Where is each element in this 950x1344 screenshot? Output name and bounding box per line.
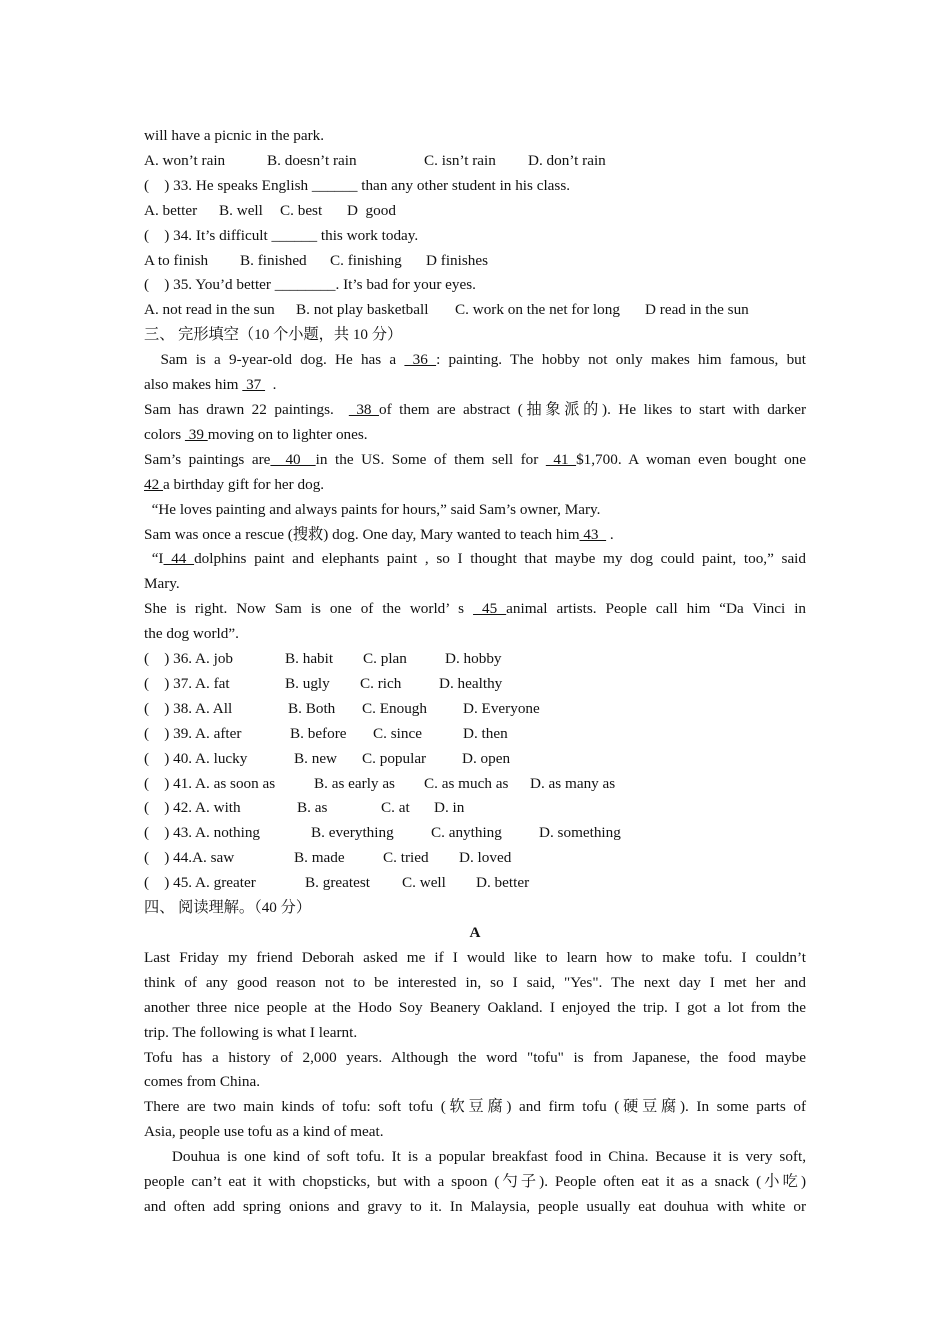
question-option-d: D. Everyone bbox=[463, 699, 540, 717]
cloze-question-38 bbox=[144, 697, 806, 722]
blank-36: 36 bbox=[404, 351, 437, 369]
blank-37: 37 bbox=[242, 376, 266, 394]
passage-line: and often add spring onions and gravy to it. In Malaysia, people usually eat douhua with white or bbox=[144, 1197, 806, 1215]
passage-label: A bbox=[469, 924, 481, 941]
option-d: D finishes bbox=[426, 251, 489, 269]
question-option-a: ( ) 41. A. as soon as bbox=[144, 774, 276, 792]
option-b: B. doesn’t rain bbox=[267, 151, 357, 169]
question-option-b: B. ugly bbox=[285, 674, 330, 692]
blank-41: 41 bbox=[545, 450, 577, 468]
question-option-b: B. new bbox=[294, 749, 338, 767]
passage-line: Tofu has a history of 2,000 years. Although the word "tofu" is from Japanese, the food maybe bbox=[144, 1048, 806, 1066]
cloze-question-43 bbox=[144, 821, 806, 846]
option-c: C. best bbox=[280, 201, 323, 219]
question-option-c: C. popular bbox=[362, 749, 427, 767]
cloze-question-list bbox=[144, 647, 806, 896]
question-option-a: ( ) 39. A. after bbox=[144, 724, 242, 742]
cloze-line: Sam has drawn 22 paintings. 38 of them are abstract (抽象派的). He likes to start with darker bbox=[144, 400, 807, 418]
question-35: ( ) 35. You’d better ________. It’s bad for your eyes. bbox=[144, 276, 476, 294]
cloze-question-45 bbox=[144, 871, 806, 896]
q32-options bbox=[144, 149, 806, 174]
blank-44: 44 bbox=[163, 550, 195, 568]
question-option-c: C. rich bbox=[360, 674, 402, 692]
question-option-d: D. better bbox=[476, 874, 530, 892]
question-option-c: C. anything bbox=[431, 824, 502, 842]
question-option-d: D. as many as bbox=[530, 774, 616, 792]
section-heading-reading: 四、 阅读理解。（40 分） bbox=[144, 899, 312, 917]
blank-40: 40 bbox=[270, 450, 316, 468]
question-option-b: B. greatest bbox=[305, 874, 370, 892]
question-option-b: B. made bbox=[294, 849, 345, 867]
question-33: ( ) 33. He speaks English ______ than any other student in his class. bbox=[144, 176, 571, 194]
question-option-a: ( ) 37. A. fat bbox=[144, 674, 230, 692]
passage-line: people can’t eat it with chopsticks, but with a spoon (勺子). People often eat it as a snack (小吃) bbox=[144, 1173, 806, 1191]
blank-43: 43 bbox=[579, 525, 607, 543]
question-option-d: D. open bbox=[462, 749, 511, 767]
question-option-d: D. hobby bbox=[445, 650, 502, 668]
cloze-question-40 bbox=[144, 747, 806, 772]
blank-42: 42 bbox=[144, 475, 163, 493]
question-option-d: D. something bbox=[539, 824, 621, 842]
document-page bbox=[144, 124, 806, 1220]
cloze-line: Sam’s paintings are 40 in the US. Some of them sell for 41 $1,700. A woman even bought one bbox=[144, 450, 807, 468]
question-option-c: C. plan bbox=[363, 650, 407, 668]
cloze-question-44 bbox=[144, 846, 806, 871]
cloze-line: colors 39 moving on to lighter ones. bbox=[144, 425, 368, 443]
option-c: C. isn’t rain bbox=[424, 151, 496, 169]
question-34: ( ) 34. It’s difficult ______ this work today. bbox=[144, 226, 419, 244]
cloze-line: Mary. bbox=[144, 575, 180, 593]
q34-options bbox=[144, 249, 806, 274]
option-b: B. not play basketball bbox=[296, 301, 429, 319]
question-option-a: ( ) 43. A. nothing bbox=[144, 824, 261, 842]
cloze-line: She is right. Now Sam is one of the world’ s 45 animal artists. People call him “Da Vinci in bbox=[144, 600, 807, 618]
question-option-a: ( ) 40. A. lucky bbox=[144, 749, 248, 767]
cloze-line: the dog world”. bbox=[144, 625, 239, 643]
question-option-b: B. before bbox=[290, 724, 347, 742]
question-option-a: ( ) 36. A. job bbox=[144, 650, 234, 668]
question-option-b: B. Both bbox=[288, 699, 336, 717]
question-option-c: C. as much as bbox=[424, 774, 509, 792]
cloze-line: “I 44 dolphins paint and elephants paint , so I thought that maybe my dog could paint, too,” said bbox=[144, 550, 806, 568]
q35-options bbox=[144, 298, 806, 323]
question-option-b: B. habit bbox=[285, 650, 334, 668]
cloze-question-42 bbox=[144, 796, 806, 821]
passage-line: Last Friday my friend Deborah asked me if I would like to learn how to make tofu. I couldn’t bbox=[144, 948, 806, 966]
passage-line: There are two main kinds of tofu: soft tofu (软豆腐) and firm tofu (硬豆腐). In some parts of bbox=[144, 1098, 806, 1116]
cloze-line: 42 a birthday gift for her dog. bbox=[144, 475, 325, 493]
passage-line: Asia, people use tofu as a kind of meat. bbox=[144, 1123, 384, 1141]
question-option-c: C. Enough bbox=[362, 699, 427, 717]
question-option-c: C. well bbox=[402, 874, 446, 892]
question-option-a: ( ) 45. A. greater bbox=[144, 874, 256, 892]
cloze-question-39 bbox=[144, 722, 806, 747]
question-option-d: D. loved bbox=[459, 849, 512, 867]
question-option-c: C. tried bbox=[383, 849, 429, 867]
cloze-line: “He loves painting and always paints for hours,” said Sam’s owner, Mary. bbox=[144, 500, 601, 518]
question-option-c: C. at bbox=[381, 799, 410, 817]
q32-continuation: will have a picnic in the park. bbox=[144, 127, 325, 144]
question-option-b: B. as bbox=[297, 799, 328, 817]
option-a: A. not read in the sun bbox=[144, 301, 275, 319]
question-option-d: D. then bbox=[463, 724, 508, 742]
option-b: B. finished bbox=[240, 251, 307, 269]
option-d: D read in the sun bbox=[645, 301, 749, 319]
cloze-line: also makes him 37 . bbox=[144, 376, 277, 394]
blank-39: 39 bbox=[184, 425, 208, 443]
question-option-a: ( ) 38. A. All bbox=[144, 699, 233, 717]
passage-line: comes from China. bbox=[144, 1073, 260, 1091]
q33-options bbox=[144, 199, 806, 224]
cloze-question-41 bbox=[144, 772, 806, 797]
blank-38: 38 bbox=[348, 400, 380, 418]
blank-45: 45 bbox=[473, 600, 507, 618]
passage-line: trip. The following is what I learnt. bbox=[144, 1023, 358, 1041]
option-a: A to finish bbox=[144, 251, 209, 269]
option-b: B. well bbox=[219, 201, 263, 219]
passage-line: Douhua is one kind of soft tofu. It is a popular breakfast food in China. Because it is very soft, bbox=[144, 1148, 807, 1166]
question-option-a: ( ) 42. A. with bbox=[144, 799, 241, 817]
option-d: D good bbox=[347, 201, 396, 219]
passage-line: think of any good reason not to be interested in, so I said, "Yes". The next day I met her and bbox=[144, 973, 806, 991]
option-c: C. finishing bbox=[330, 251, 402, 269]
option-a: A. won’t rain bbox=[144, 151, 226, 169]
cloze-line: Sam was once a rescue (搜救) dog. One day, Mary wanted to teach him 43 . bbox=[144, 525, 614, 543]
question-option-c: C. since bbox=[373, 724, 422, 742]
question-option-b: B. everything bbox=[311, 824, 394, 842]
cloze-question-36 bbox=[144, 647, 806, 672]
question-option-d: D. healthy bbox=[439, 674, 503, 692]
question-option-a: ( ) 44.A. saw bbox=[144, 849, 235, 867]
option-a: A. better bbox=[144, 201, 198, 219]
section-heading-cloze: 三、 完形填空（10 个小题，共 10 分） bbox=[144, 326, 403, 344]
question-option-b: B. as early as bbox=[314, 774, 395, 792]
cloze-line: Sam is a 9-year-old dog. He has a 36 : painting. The hobby not only makes him famous, but bbox=[144, 351, 806, 369]
passage-line: another three nice people at the Hodo Soy Beanery Oakland. I enjoyed the trip. I got a lot from the bbox=[144, 998, 806, 1016]
option-c: C. work on the net for long bbox=[455, 301, 620, 319]
option-d: D. don’t rain bbox=[528, 151, 606, 169]
question-option-d: D. in bbox=[434, 799, 465, 817]
cloze-question-37 bbox=[144, 672, 806, 697]
